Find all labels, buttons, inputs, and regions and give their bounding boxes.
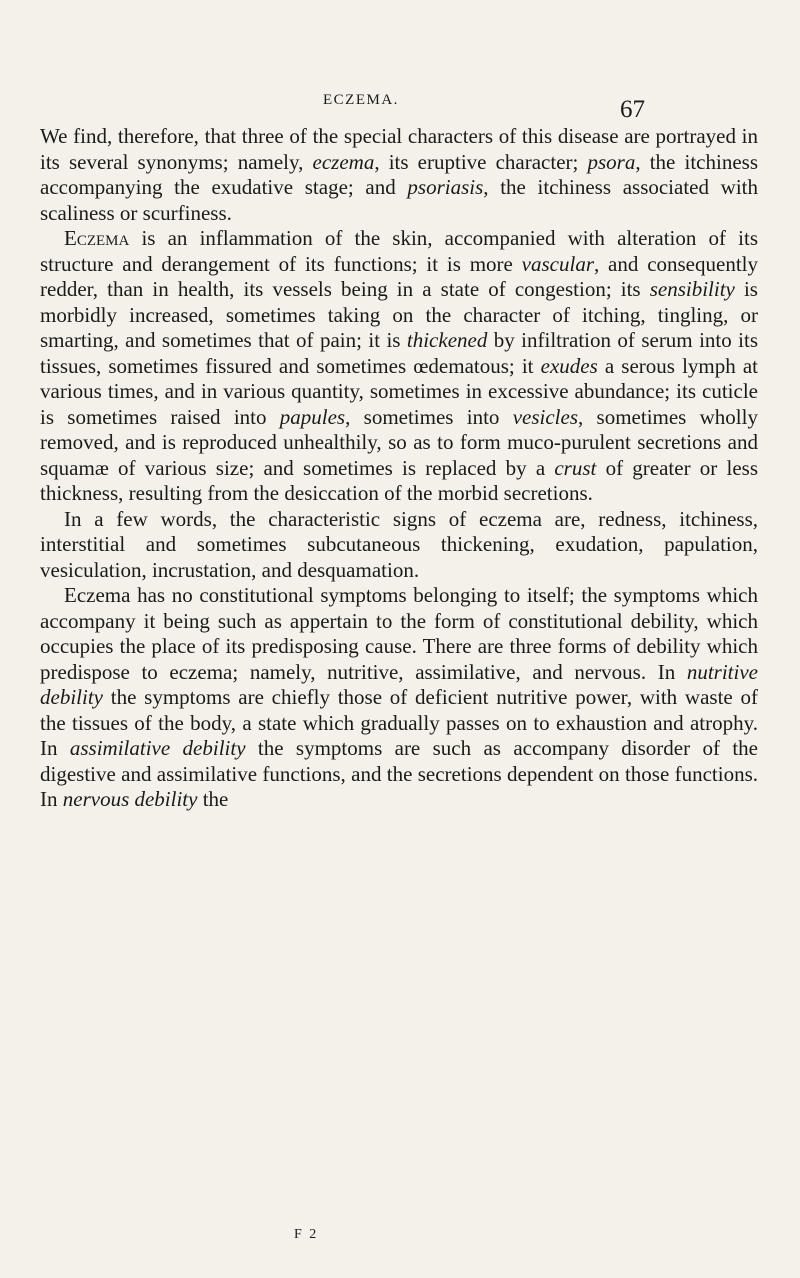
paragraph-constitutional: Eczema has no constitutional symptoms belonging to itself; the symptoms which accompany it being such as appertain to the form of constitutional debility, which occupies the place of its predisposing cause. There are three forms of debility which predispose to eczema; namely, nutritive, assimilative, and nervous. In nutritive debility the symptoms are chiefly those of deficient nutritive power, with waste of the tissues of the body, a state which gradually passes on to exhaustion and atrophy. In assimilative debility the symptoms are such as accompany disorder of the digestive and assimilative functions, and the secretions dependent on those functions. In nervous debility the — [40, 583, 758, 811]
paragraph-synonyms: We find, therefore, that three of the special characters of this disease are portrayed in its several synonyms; namely, eczema, its eruptive character; psora, the itchiness accompanying the exudative stage; and psoriasis, the itchiness associated with scaliness or scurfiness. — [40, 124, 759, 225]
paragraph-signs: In a few words, the characteristic signs of eczema are, redness, itchiness, interstitial and sometimes subcutaneous thickening, exudation, papulation, vesiculation, incrustation, and desquamation. — [40, 506, 758, 582]
body-text — [40, 124, 758, 813]
running-header — [0, 92, 800, 122]
signature-mark: F 2 — [294, 1227, 319, 1242]
header-title: ECZEMA. — [323, 92, 399, 108]
paragraph-definition: Eczema is an inflammation of the skin, accompanied with alteration of its structure and derangement of its functions; it is more vascular, and consequently redder, than in health, its vessels being in a state of congestion; its sensibility is morbidly increased, sometimes taking on the character of itching, tingling, or smarting, and sometimes that of pain; it is thickened by infiltration of serum into its tissues, sometimes fissured and sometimes œdematous; it exudes a serous lymph at various times, and in various quantity, sometimes in excessive abundance; its cuticle is sometimes raised into papules, sometimes into vesicles, sometimes wholly removed, and is reproduced unhealthily, so as to form muco-purulent secretions and squamæ of various size; and sometimes is replaced by a crust of greater or less thickness, resulting from the desiccation of the morbid secretions. — [40, 226, 758, 505]
page-number: 67 — [620, 96, 645, 123]
